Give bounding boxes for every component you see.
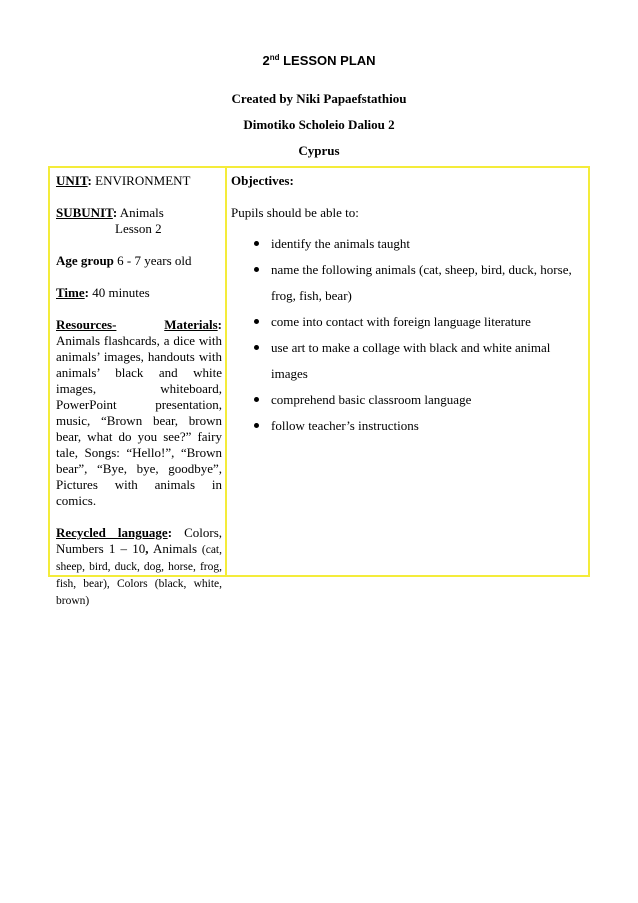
recycled-language-text-b: Animals <box>148 541 198 556</box>
bullet-icon <box>254 423 259 428</box>
recycled-language-text-c: (cat, sheep, bird, duck, dog, horse, frog, fish, bear), Colors (black, white, brown) <box>56 544 222 607</box>
author-line: Created by Niki Papaefstathiou <box>231 91 407 106</box>
list-item <box>231 257 584 309</box>
resources-label-a: Resources- <box>56 317 117 332</box>
resources-row <box>56 317 222 509</box>
time-value: 40 minutes <box>89 285 150 300</box>
bullet-icon <box>254 267 259 272</box>
objective-text: use art to make a collage with black and white animal images <box>271 340 551 381</box>
unit-value: ENVIRONMENT <box>91 173 191 188</box>
bullet-icon <box>254 397 259 402</box>
age-group-value: 6 - 7 years old <box>113 253 192 268</box>
recycled-language-row: Recycled language: Colors, Numbers 1 – 10, Animals (cat, sheep, bird, duck, dog, horse, frog, fish, bear), Colors (black, white, brown) <box>56 525 223 607</box>
recycled-language-label: Recycled language <box>56 525 168 540</box>
page-title <box>0 52 638 70</box>
objective-text: come into contact with foreign language literature <box>271 314 531 329</box>
objectives-intro: Pupils should be able to: <box>231 205 359 220</box>
lesson-details-column <box>50 168 227 607</box>
unit-label: UNIT <box>56 173 88 188</box>
objective-text: identify the animals taught <box>271 236 410 251</box>
objective-text: follow teacher’s instructions <box>271 418 419 433</box>
list-item <box>231 309 584 335</box>
list-item <box>231 413 584 439</box>
subunit-row: SUBUNIT: Animals Lesson 2 <box>56 205 222 237</box>
bullet-icon <box>254 319 259 324</box>
title-text: LESSON PLAN <box>279 53 376 68</box>
school-line: Dimotiko Scholeio Daliou 2 <box>243 117 395 132</box>
objective-text: name the following animals (cat, sheep, bird, duck, horse, frog, fish, bear) <box>271 262 572 303</box>
time-label: Time <box>56 285 85 300</box>
country-line: Cyprus <box>298 143 340 158</box>
unit-row: UNIT: ENVIRONMENT <box>56 173 191 188</box>
resources-label-b: Materials <box>164 317 218 332</box>
title-number: 2 <box>262 53 270 68</box>
resources-text: Animals flashcards, a dice with animals’ images, handouts with animals’ black and white images, whiteboard, PowerPoint presentation, music, “Brown bear, brown bear, what do you see?” fairy tale, Songs: “Hello!”, “Brown bear”, “Bye, bye, goodbye”, Pictures with animals in comics. <box>56 333 222 508</box>
title-ordinal-suffix: nd <box>269 53 280 62</box>
bullet-icon <box>254 241 259 246</box>
objective-text: comprehend basic classroom language <box>271 392 472 407</box>
lesson-plan-table <box>48 166 590 607</box>
list-item <box>231 387 584 413</box>
age-group-row <box>56 253 222 269</box>
subunit-value: Animals <box>117 205 164 220</box>
resources-heading: Resources- Materials: <box>56 317 222 332</box>
objectives-column <box>227 168 588 575</box>
subunit-label: SUBUNIT <box>56 205 113 220</box>
recycled-language-text-a: Colors, Numbers 1 – 10 <box>56 525 223 556</box>
list-item <box>231 231 584 257</box>
time-row: Time: 40 minutes <box>56 285 150 300</box>
bullet-icon <box>254 345 259 350</box>
list-item <box>231 335 584 387</box>
objectives-list <box>231 231 584 439</box>
age-group-label: Age group <box>56 253 114 268</box>
objectives-heading: Objectives: <box>231 173 294 188</box>
subunit-lesson: Lesson 2 <box>115 221 162 236</box>
